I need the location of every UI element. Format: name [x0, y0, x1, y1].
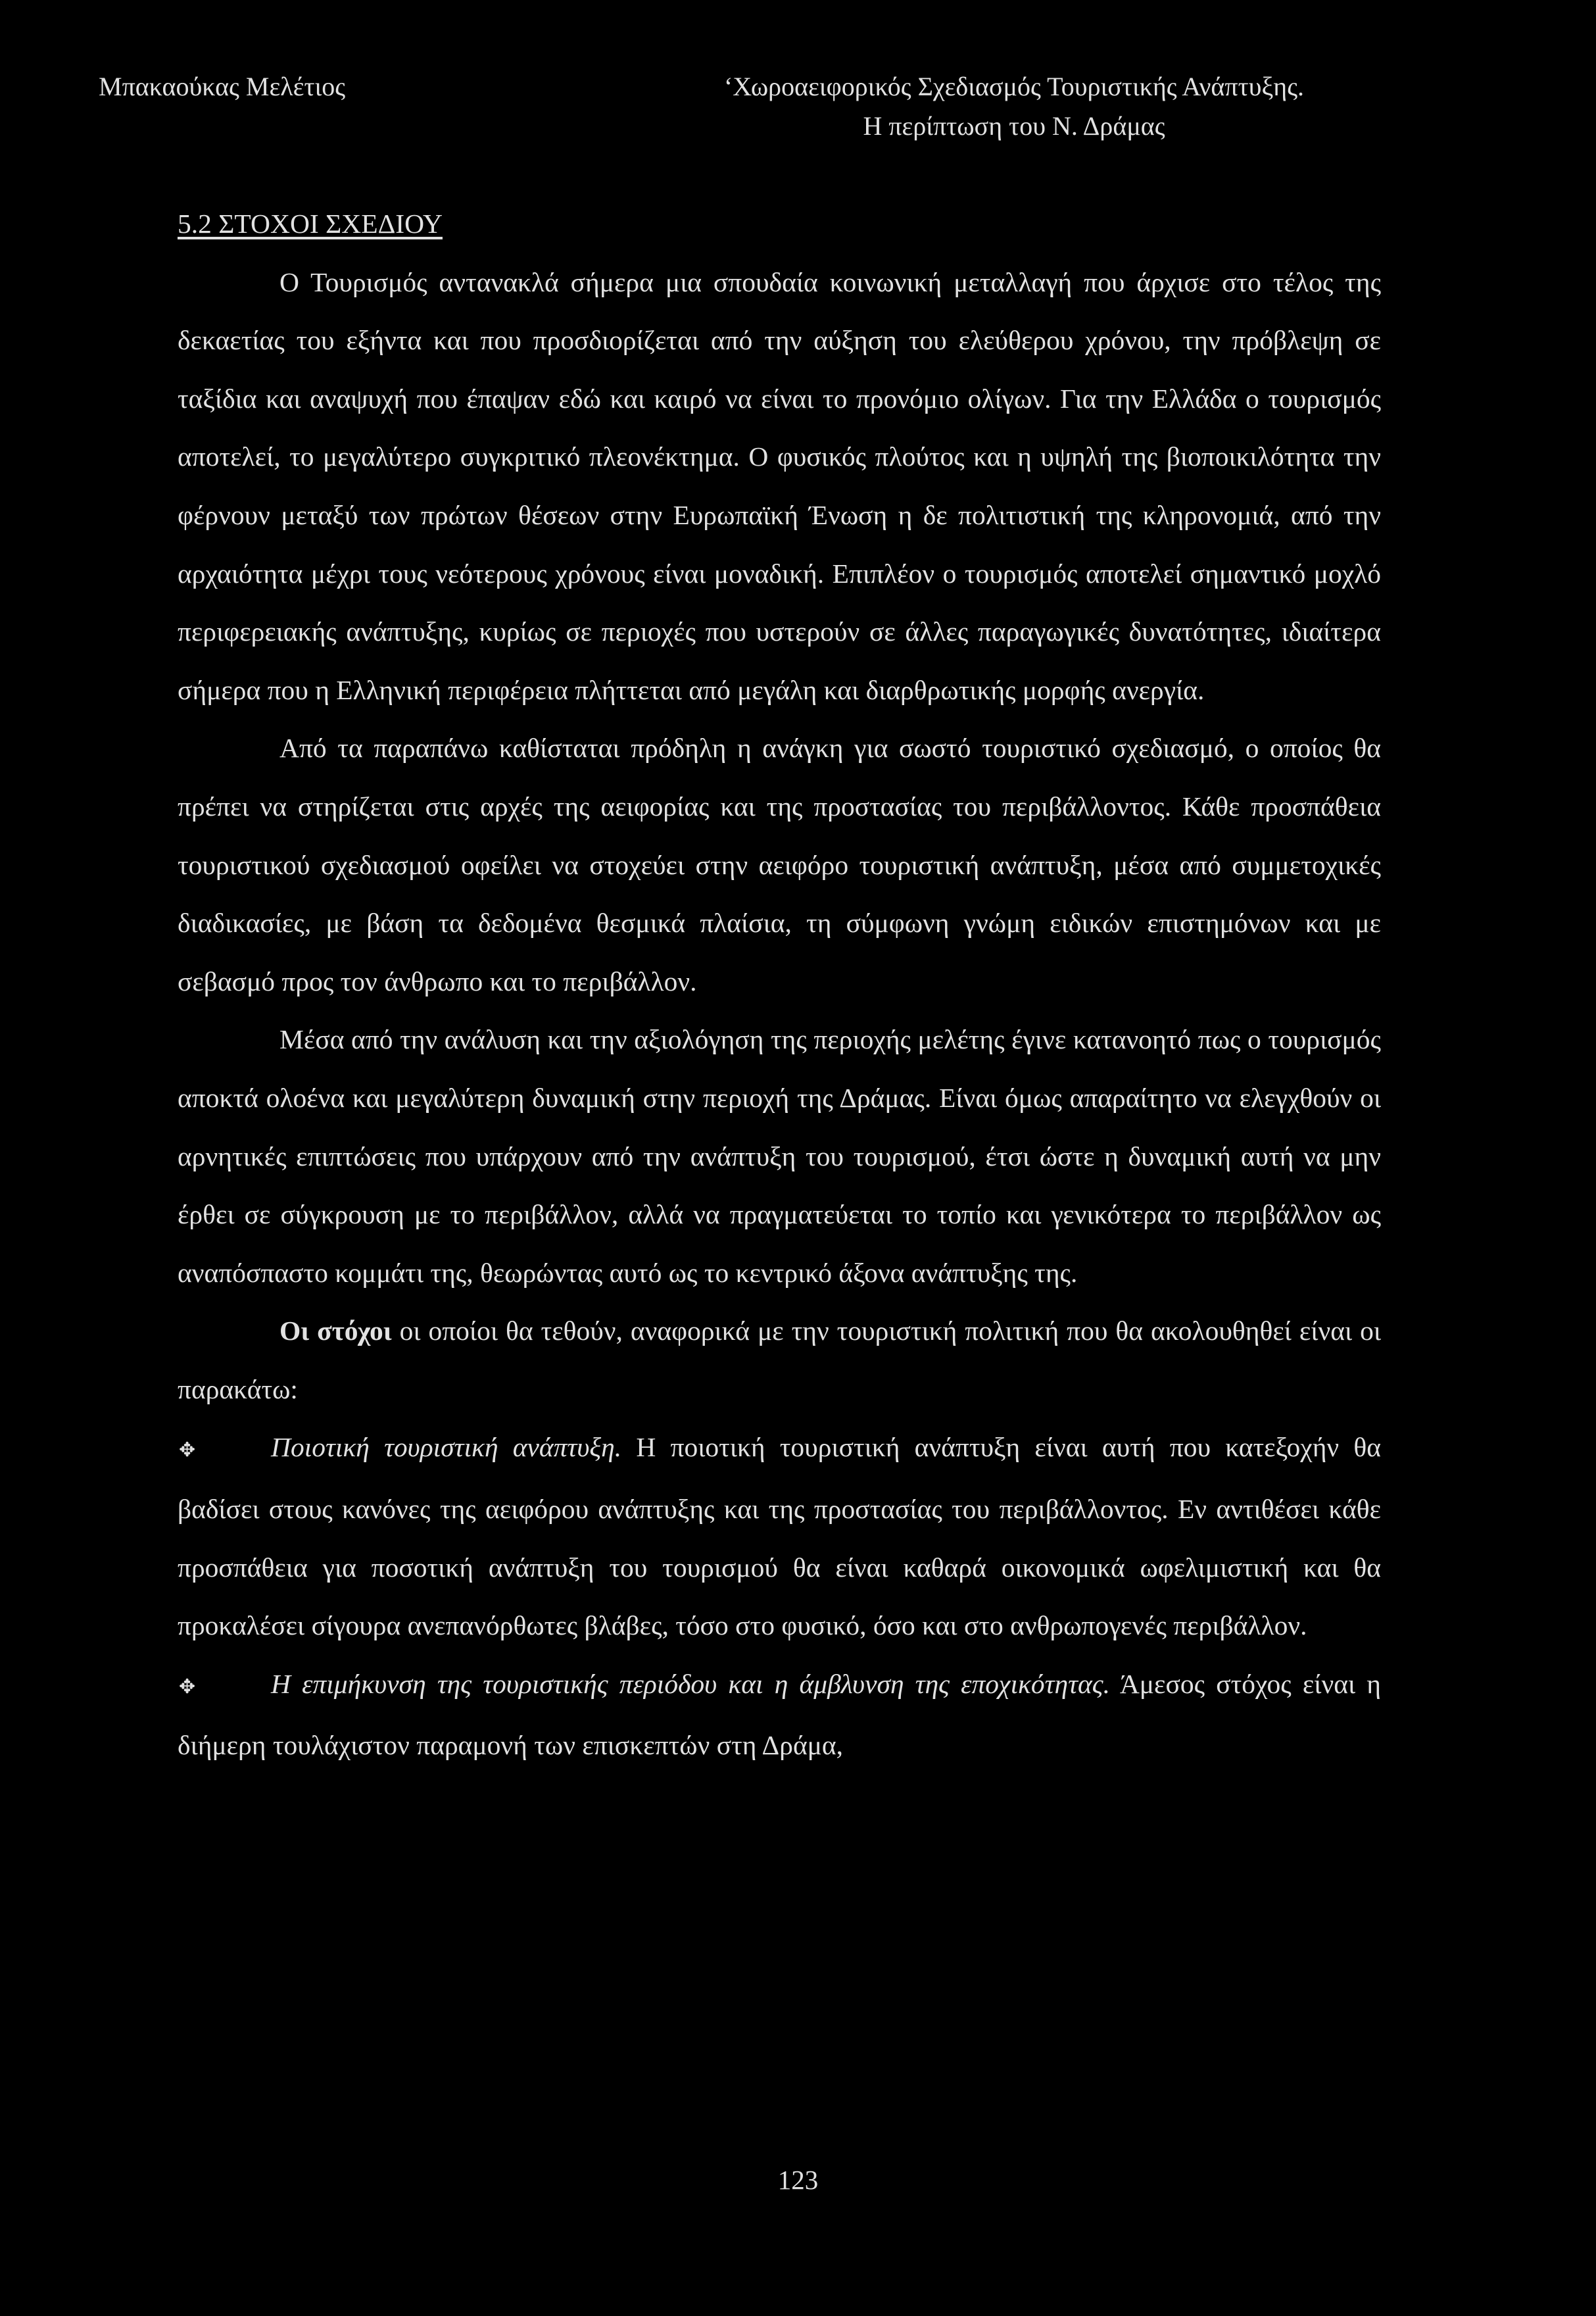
header-author: Μπακαούκας Μελέτιος — [99, 72, 346, 101]
paragraph-analysis: Μέσα από την ανάλυση και την αξιολόγηση της περιοχής μελέτης έγινε κατανοητό πως ο τουρισμός αποκτά ολοένα και μεγαλύτερη δυναμική στην περιοχή της Δράμας. Είναι όμως απαραίτητο να ελεγχθούν οι αρνητικές επιπτώσεις που υπάρχουν από την ανάπτυξη του τουρισμού, έτσι ώστε η δυναμική αυτή να μην έρθει σε σύγκρουση με το περιβάλλον, αλλά να πραγματεύεται το τοπίο και γενικότερα το περιβάλλον ως αναπόσπαστο κομμάτι της, θεωρώντας αυτό ως το κεντρικό άξονα ανάπτυξης της. — [178, 1024, 1381, 1288]
header-title — [593, 67, 1435, 146]
page-number: 123 — [777, 2165, 819, 2195]
body-text — [178, 195, 1381, 1775]
goals-bold-label: Οι στόχοι — [279, 1316, 392, 1346]
goals-intro-text: οι οποίοι θα τεθούν, αναφορικά με την τουριστική πολιτική που θα ακολουθηθεί είναι οι παρακάτω: — [178, 1316, 1381, 1404]
section-heading: 5.2 ΣΤΟΧΟΙ ΣΧΕΔΙΟΥ — [178, 209, 443, 239]
bullet-marker-icon: ✥ — [179, 1439, 196, 1462]
bullet-title: Η επιμήκυνση της τουριστικής περιόδου και η άμβλυνση της εποχικότητας. — [271, 1668, 1110, 1699]
bullet-item — [178, 1418, 1381, 1654]
paragraph-intro: Ο Τουρισμός αντανακλά σήμερα μια σπουδαία κοινωνική μεταλλαγή που άρχισε στο τέλος της δεκαετίας του εξήντα και που προσδιορίζεται από την αύξηση του ελεύθερου χρόνου, την πρόβλεψη σε ταξίδια και αναψυχή που έπαψαν εδώ και καιρό να είναι το προνόμιο ολίγων. Για την Ελλάδα ο τουρισμός αποτελεί, το μεγαλύτερο συγκριτικό πλεονέκτημα. Ο φυσικός πλούτος και η υψηλή της βιοποικιλότητα την φέρνουν μεταξύ των πρώτων θέσεων στην Ευρωπαϊκή Ένωση η δε πολιτιστική της κληρονομιά, από την αρχαιότητα μέχρι τους νεότερους χρόνους είναι μοναδική. Επιπλέον ο τουρισμός αποτελεί σημαντικό μοχλό περιφερειακής ανάπτυξης, κυρίως σε περιοχές που υστερούν σε άλλες παραγωγικές δυνατότητες, ιδιαίτερα σήμερα που η Ελληνική περιφέρεια πλήττεται από μεγάλη και διαρθρωτικής μορφής ανεργία. — [178, 266, 1381, 705]
bullet-text: Η ποιοτική τουριστική ανάπτυξη είναι αυτή που κατεξοχήν θα βαδίσει στους κανόνες της αειφόρου ανάπτυξης και της προστασίας του περιβάλλοντος. Εν αντιθέσει κάθε προσπάθεια για ποσοτική ανάπτυξη του τουρισμού θα είναι καθαρά οικονομικά ωφελιμιστική και θα προκαλέσει σίγουρα ανεπανόρθωτες βλάβες, τόσο στο φυσικό, όσο και στο ανθρωπογενές περιβάλλον. — [178, 1432, 1381, 1641]
bullet-text: Άμεσος στόχος είναι η διήμερη τουλάχιστον παραμονή των επισκεπτών στη Δράμα, — [178, 1668, 1381, 1761]
paragraph-goals-intro — [178, 1302, 1381, 1418]
bullet-title: Ποιοτική τουριστική ανάπτυξη. — [271, 1432, 622, 1463]
bullet-marker-icon: ✥ — [179, 1675, 196, 1698]
paragraph-planning: Από τα παραπάνω καθίσταται πρόδηλη η ανάγκη για σωστό τουριστικό σχεδιασμό, ο οποίος θα πρέπει να στηρίζεται στις αρχές της αειφορίας και της προστασίας του περιβάλλοντος. Κάθε προσπάθεια τουριστικού σχεδιασμού οφείλει να στοχεύει στην αειφόρο τουριστική ανάπτυξη, μέσα από συμμετοχικές διαδικασίες, με βάση τα δεδομένα θεσμικά πλαίσια, τη σύμφωνη γνώμη ειδικών επιστημόνων και με σεβασμό προς τον άνθρωπο και το περιβάλλον. — [178, 733, 1381, 997]
header-title-line2: Η περίπτωση του Ν. Δράμας — [863, 111, 1165, 141]
header-title-line1: ‘Χωροαειφορικός Σχεδιασμός Τουριστικής Ανάπτυξης. — [723, 72, 1305, 101]
bullet-item — [178, 1655, 1381, 1775]
